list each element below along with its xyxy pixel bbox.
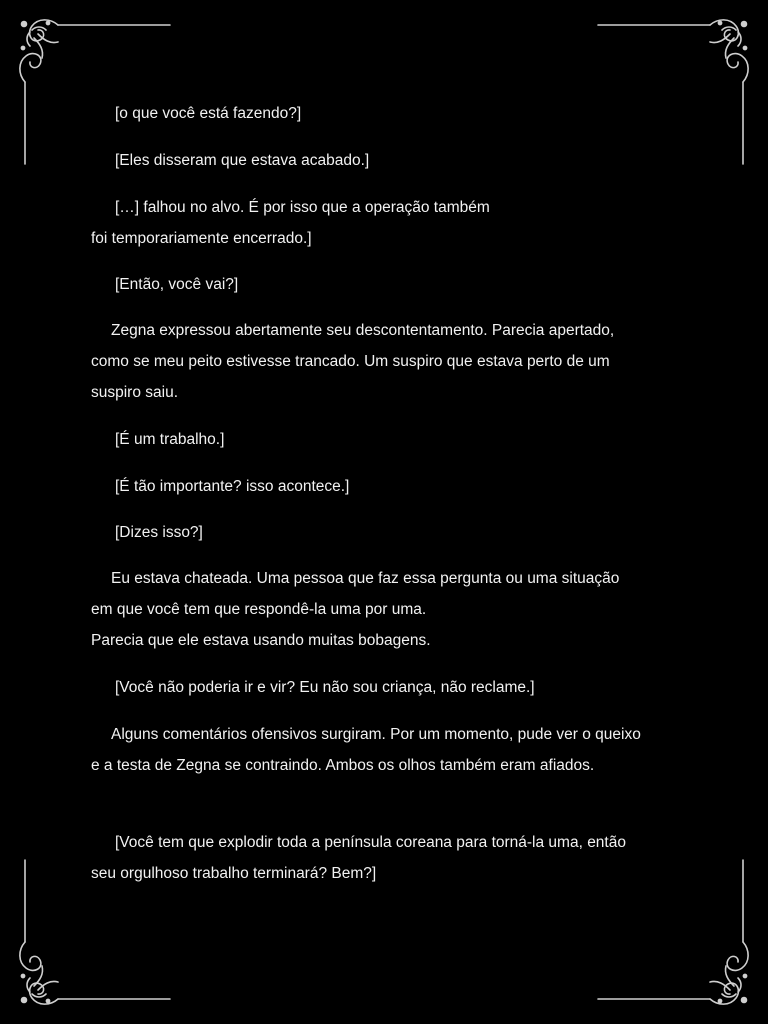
text-line: [Dizes isso?]: [115, 524, 203, 541]
text-line: [Então, você vai?]: [115, 276, 239, 293]
text-line: seu orgulhoso trabalho terminará? Bem?]: [91, 865, 377, 882]
dialog-paragraph: [91, 98, 691, 129]
dialog-paragraph: [91, 672, 691, 703]
text-line: Parecia que ele estava usando muitas bobagens.: [91, 632, 431, 649]
text-line: [Você não poderia ir e vir? Eu não sou criança, não reclame.]: [115, 679, 535, 696]
dialog-paragraph: [91, 145, 691, 176]
text-line: e a testa de Zegna se contraindo. Ambos os olhos também eram afiados.: [91, 757, 595, 774]
text-line: [Você tem que explodir toda a península coreana para torná-la uma, então: [115, 834, 626, 851]
text-line: foi temporariamente encerrado.]: [91, 230, 312, 247]
dialog-paragraph: [91, 424, 691, 455]
text-line: como se meu peito estivesse trancado. Um suspiro que estava perto de um: [91, 353, 610, 370]
narration-paragraph: [91, 563, 691, 656]
dialog-paragraph: [91, 192, 691, 254]
dialog-paragraph: [91, 827, 691, 889]
narration-paragraph: [91, 315, 691, 408]
dialog-paragraph: [91, 517, 691, 548]
text-line: em que você tem que respondê-la uma por uma.: [91, 601, 427, 618]
text-line: Zegna expressou abertamente seu descontentamento. Parecia apertado,: [111, 322, 615, 339]
dialog-paragraph: [91, 269, 691, 300]
text-line: [É tão importante? isso acontece.]: [115, 478, 350, 495]
text-line: Eu estava chateada. Uma pessoa que faz essa pergunta ou uma situação: [111, 570, 620, 587]
narration-paragraph: [91, 719, 691, 781]
text-line: [Eles disseram que estava acabado.]: [115, 152, 370, 169]
text-line: [o que você está fazendo?]: [115, 105, 302, 122]
dialog-paragraph: [91, 471, 691, 502]
text-line: […] falhou no alvo. É por isso que a operação também: [115, 199, 490, 216]
text-line: Alguns comentários ofensivos surgiram. Por um momento, pude ver o queixo: [111, 726, 641, 743]
text-line: [É um trabalho.]: [115, 431, 225, 448]
text-line: suspiro saiu.: [91, 384, 179, 401]
